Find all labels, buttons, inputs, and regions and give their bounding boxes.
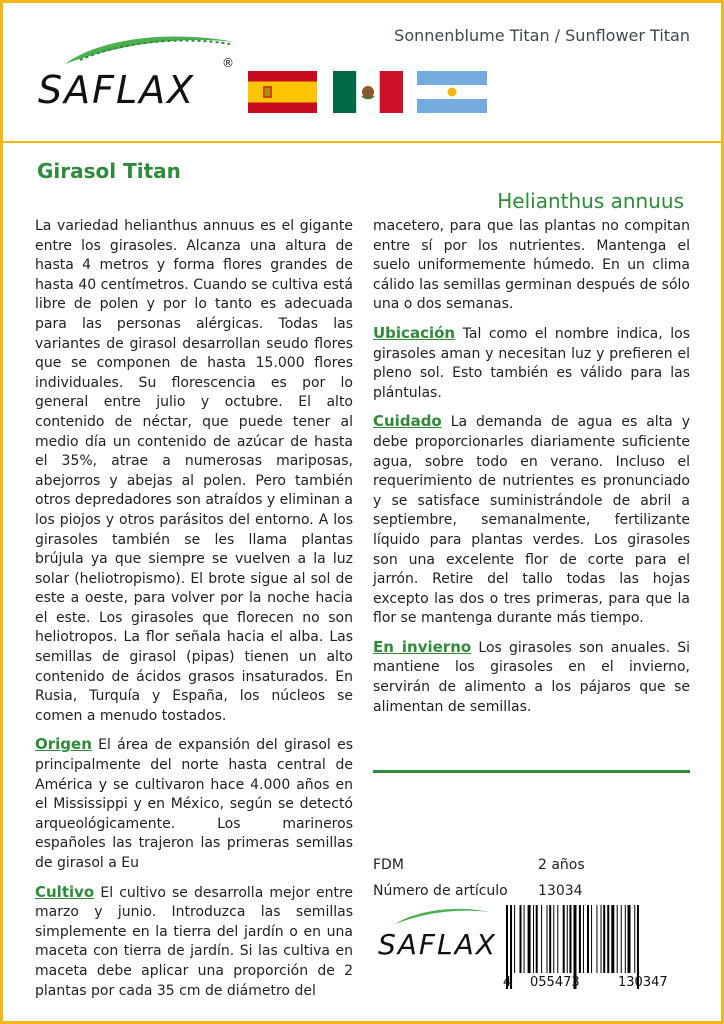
origen-section (35, 735, 353, 873)
ubicacion-section (373, 324, 690, 403)
intro-paragraph: La variedad helianthus annuus es el gigante entre los girasoles. Alcanza una altura de hasta 4 metros y forma flores grandes de hasta 40 centímetros. Cuando se cultiva está libre de polen y por lo tanto es adecuada para las personas alérgicas. Todas las variantes de girasol desarrollan seudo flores que se componen de hasta 15.000 flores individuales. Su florescencia es por lo general entre julio y octubre. El alto contenido de néctar, que puede tener al medio día un contenido de azúcar de hasta el 35%, atrae a numerosas mariposas, abejorros y abejas al polen. Pero también otros depredadores son atraídos y eliminan a los piojos y otros parásitos del entorno. A los girasoles también se les llama plantas brújula ya que siempre se vuelven a la luz solar (heliotropismo). El brote sigue al sol de este a oeste, para volver por la noche hacia el este. Los girasoles que florecen no son heliotropos. La flor señala hacia el alba. Las semillas de girasol (pipas) tienen un alto contenido de ácidos grasos insaturados. En Rusia, Turquía y España, los núcleos se comen a menudo tostados. (35, 218, 353, 724)
article-value: 13034 (538, 883, 583, 899)
product-title: Girasol Titan (37, 159, 181, 183)
barcode-digit-first: 4 (503, 975, 512, 990)
fdm-value: 2 años (538, 857, 585, 873)
footer-brand-logo: SAFLAX (378, 928, 497, 961)
cultivo-heading: Cultivo (35, 882, 95, 901)
mexico-flag (333, 71, 403, 113)
header-title: Sonnenblume Titan / Sunflower Titan (394, 26, 690, 45)
brand-logo: SAFLAX (38, 68, 196, 112)
left-column (35, 217, 353, 1010)
invierno-text: Los girasoles son anuales. Si mantiene los girasoles en el invierno, servirán de alimento a los pájaros que se alimentan de semillas. (373, 639, 690, 715)
invierno-heading: En invierno (373, 637, 472, 656)
fdm-label: FDM (373, 857, 404, 873)
barcode-digits-left: 055473 (530, 975, 580, 990)
logo-swoosh (60, 30, 240, 70)
barcode-digits-right: 130347 (618, 975, 668, 990)
argentina-flag (417, 71, 487, 113)
latin-name: Helianthus annuus (497, 189, 684, 213)
right-column (373, 217, 690, 726)
origen-text: El área de expansión del girasol es principalmente del norte hasta central de América y se cultivaron hace 4.000 años en el Mississippi y en México, según se detectó arqueológicamente. Los marineros españoles las trajeron las primeras semillas de girasol a Eu (35, 737, 354, 871)
invierno-section (373, 638, 690, 717)
cuidado-heading: Cuidado (373, 412, 442, 431)
section-divider (373, 770, 690, 773)
footer-logo-swoosh (392, 905, 492, 927)
origen-heading: Origen (35, 735, 92, 754)
cuidado-text: La demanda de agua es alta y debe proporcionarles diariamente suficiente agua, sobre todo en verano. Incluso el requerimiento de nutrientes es pronunciado y se satisface suministrándole de abril a septiembre, semanalmente, fertilizante líquido para plantas verdes. Los girasoles son una excelente flor de corte para el jarrón. Retire del tallo todas las hojas excepto las dos o tres primeras, para que la flor se mantenga durante más tiempo. (373, 414, 690, 627)
cuidado-section (373, 412, 690, 629)
cultivo-section (35, 883, 353, 1002)
spain-flag (248, 71, 317, 113)
cultivo-continued: macetero, para que las plantas no compitan entre sí por los nutrientes. Mantenga el suelo uniformemente húmedo. En un clima cálido las semillas germinan después de sólo una o dos semanas. (373, 218, 690, 313)
cultivo-text: El cultivo se desarrolla mejor entre marzo y junio. Introduzca las semillas simplemente en la tierra del jardín o en una maceta con tierra de jardín. Si las cultiva en maceta debe aplicar una proporción de 2 plantas por cada 35 cm de diámetro del (35, 884, 354, 999)
article-label: Número de artículo (373, 883, 508, 899)
ubicacion-heading: Ubicación (373, 323, 456, 342)
ubicacion-text: Tal como el nombre indica, los girasoles aman y necesitan luz y prefieren el pleno sol. Esto también es válido para las plántulas. (373, 325, 690, 401)
header-divider (3, 141, 721, 143)
registered-mark: ® (222, 56, 234, 70)
